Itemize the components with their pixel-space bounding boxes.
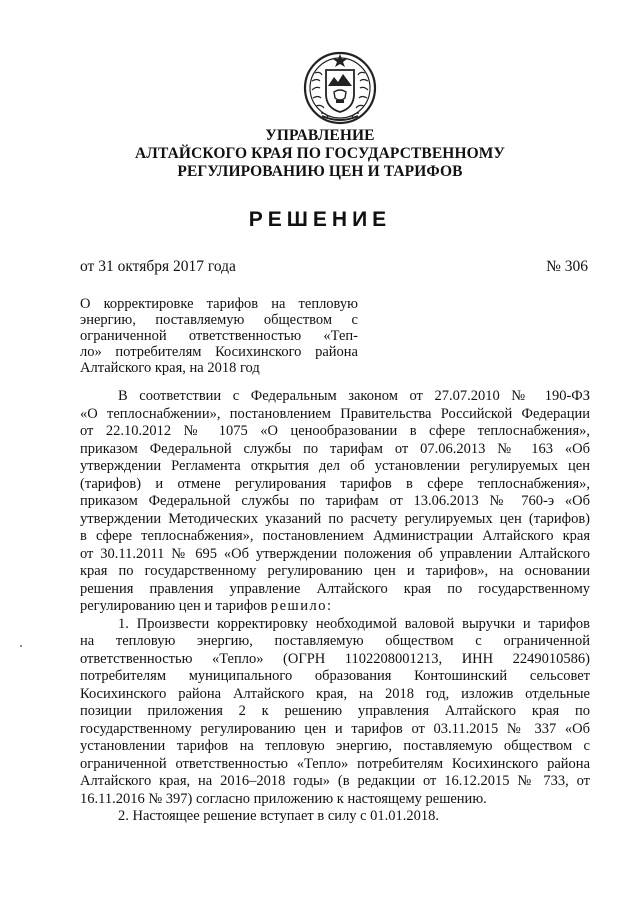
body-line: 1. Произвести корректировку необходимой валовой выручки и тарифов [118,615,590,632]
subject-line: энергию, поставляемую обществом с [80,312,358,328]
body-line: на тепловую энергию, поставляемую обществом с ограниченной [80,633,590,649]
subject-line: ло» потребителям Косихинского района [80,344,358,360]
org-name-line-1: УПРАВЛЕНИЕ [265,127,375,144]
body-line: Косихинского района Алтайского края, на 2018 год, изложив отдельные [80,685,590,702]
body-line: 16.11.2016 № 397) согласно приложению к настоящему решению. [80,790,487,807]
body-line: утверждении Регламента открытия дел об установлении регулируемых цен [80,458,590,474]
coat-of-arms-icon [302,50,378,126]
document-body [80,388,590,826]
body-line: ограниченной ответственностью «Тепло» потребителям Косихинского района [80,755,590,772]
organization-name [0,127,640,181]
body-line: потребителям муниципального образования Контошинский сельсовет [80,668,590,684]
body-line: государственному регулированию цен и тарифов от 03.11.2015 № 337 «Об [80,720,590,737]
body-line: (тарифов) и отмене регулирования тарифов в сфере теплоснабжения», [80,475,590,492]
resolution-colon: : [326,598,331,614]
document-type-title: РЕШЕНИЕ [248,208,392,231]
body-line: решения правления управление Алтайского края по государственному [80,580,590,597]
body-line: от 30.11.2011 № 695 «Об утверждении положения об управлении Алтайского [80,545,590,562]
org-name-line-3: РЕГУЛИРОВАНИЮ ЦЕН И ТАРИФОВ [177,163,463,180]
document-date: от 31 октября 2017 года [80,258,236,275]
body-line: утверждении Методических указаний по расчету регулируемых цен (тарифов) [80,510,590,527]
body-line: приказом Федеральной службы по тарифам от 13.06.2013 № 760-э «Об [80,493,590,509]
body-line: 2. Настоящее решение вступает в силу с 01.01.2018. [118,808,440,824]
body-line: в сфере теплоснабжения», постановлением Администрации Алтайского края [80,528,590,544]
body-line: позиции приложения 2 к решению управления Алтайского края по [80,703,590,719]
document-number: № 306 [546,258,588,275]
subject-line: О корректировке тарифов на тепловую [80,296,358,312]
resolution-prefix: регулированию цен и тарифов [80,598,271,614]
body-line: приказом Федеральной службы по тарифам от 07.06.2013 № 163 «Об [80,440,590,457]
subject-line: ограниченной ответственностью «Теп- [80,328,358,344]
resolution-verb: решило [270,598,327,614]
body-line: от 22.10.2012 № 1075 «О ценообразовании в сфере теплоснабжения», [80,423,590,439]
body-line: установлении тарифов на тепловую энергию, поставляемую обществом с [80,738,590,754]
body-line: В соответствии с Федеральным законом от 27.07.2010 № 190-ФЗ [118,388,590,404]
body-line: «О теплоснабжении», постановлением Правительства Российской Федерации [80,405,590,422]
body-line: края по государственному регулированию цен и тарифов», на основании [80,563,590,579]
subject-line: Алтайского края, на 2018 год [80,360,260,376]
body-line: Алтайского края, на 2016–2018 годы» (в редакции от 16.12.2015 № 733, от [80,773,590,789]
margin-mark [20,645,22,647]
document-subject [80,296,358,376]
body-line: ответственностью «Тепло» (ОГРН 1102208001213, ИНН 2249010586) [80,650,590,667]
org-name-line-2: АЛТАЙСКОГО КРАЯ ПО ГОСУДАРСТВЕННОМУ [135,145,505,162]
body-line-resolution [80,598,590,616]
